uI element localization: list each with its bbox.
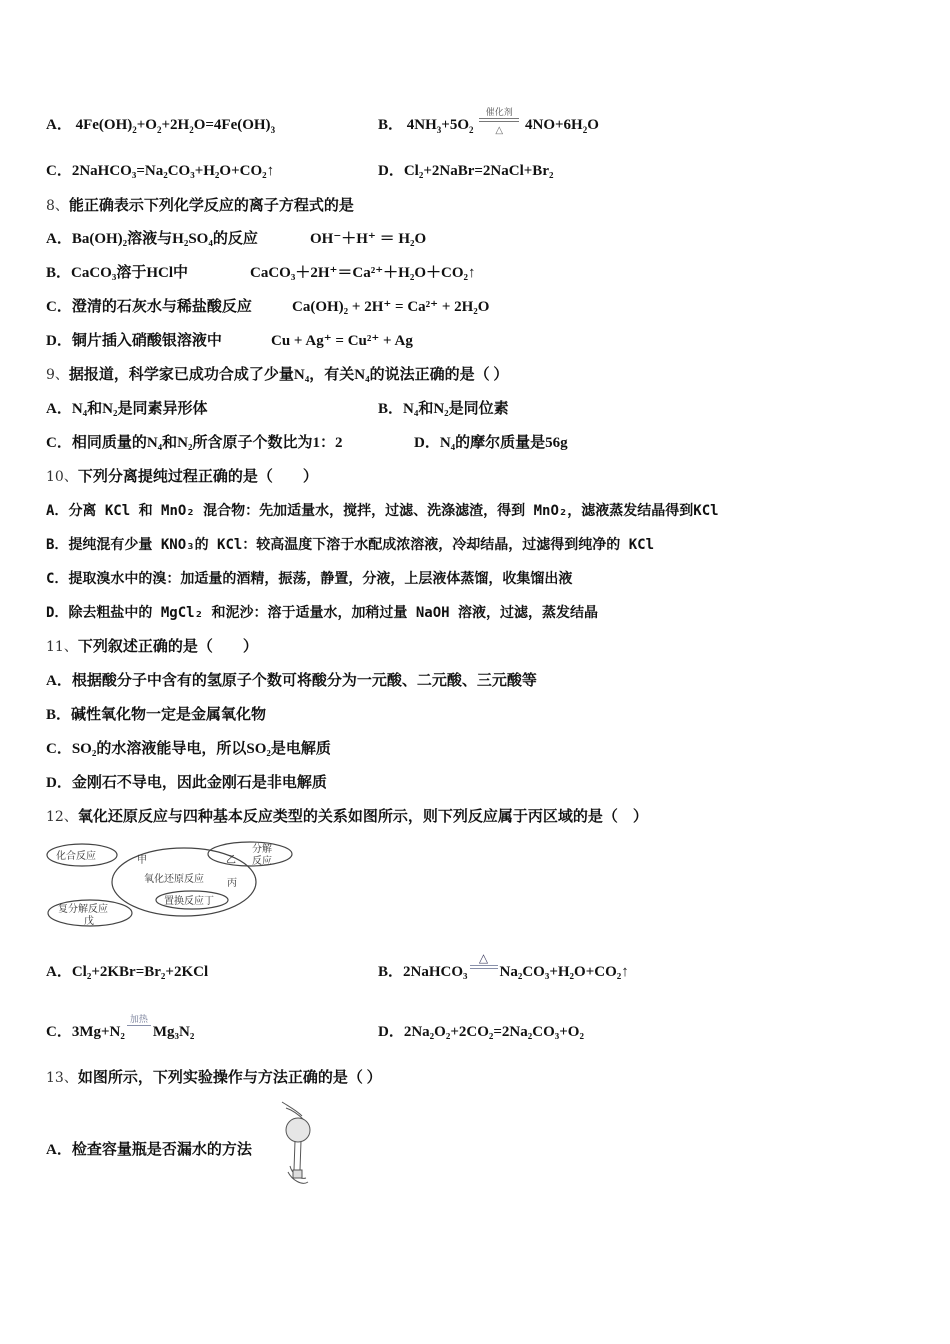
equation: 2NaHCO₃=Na₂CO₃+H₂O+CO₂↑ [71,163,275,179]
reaction-condition [125,1015,153,1042]
option-label: A． [46,117,72,133]
q7-option-d [378,161,553,181]
q8-stem [46,196,354,216]
option-equation: CaCO₃＋2H⁺＝Ca²⁺＋H₂O＋CO₂↑ [250,265,476,281]
question-text: 能正确表示下列化学反应的离子方程式的是 [68,198,354,214]
option-label: D． [46,605,69,621]
catalyst-label: 催化剂 [485,108,513,118]
option-label: B． [46,707,72,723]
option-label: B． [378,117,404,133]
q7-option-b [378,108,599,136]
question-number: 9、 [46,367,69,383]
option-text: 根据酸分子中含有的氢原子个数可将酸分为一元酸、二元酸、三元酸等 [71,673,537,689]
option-desc: 澄清的石灰水与稀盐酸反应 [71,299,252,315]
option-text: 分离 KCl 和 MnO₂ 混合物：先加适量水，搅拌，过滤、洗涤滤渣，得到 MnO₂，滤液蒸发结晶得到KCl [68,503,719,519]
option-label: C． [46,1024,72,1040]
option-text: 相同质量的N₄和N₂所含原子个数比为1：2 [71,435,343,451]
option-label: C． [46,299,72,315]
q12-stem [46,807,648,827]
question-number: 13、 [46,1070,78,1086]
q7-option-c [46,161,274,181]
option-label: B． [378,964,404,980]
combination-label: 化合反应 [56,851,96,862]
equation: $4Fe(OH)_2+O_2+2H_2O=4Fe(OH)_3$ [75,117,276,135]
option-equation: Ca(OH)₂ + 2H⁺ = Ca²⁺ + 2H₂O [292,299,490,315]
option-label: B． [46,537,69,553]
option-equation: Cu + Ag⁺ = Cu²⁺ + Ag [271,333,413,349]
option-label: A． [46,401,72,417]
option-text: N₄和N₂是同素异形体 [71,401,208,417]
q8-option-c [46,297,490,317]
reaction-condition [477,108,521,136]
option-text: SO₂的水溶液能导电，所以SO₂是电解质 [71,741,331,757]
equation-right: Mg₃N₂ [152,1024,195,1040]
option-label: B． [46,265,72,281]
q7-option-a [46,115,275,135]
reaction-condition [468,951,500,982]
bing-label: 丙 [227,878,237,889]
q8-option-b [46,263,476,283]
equation-left: 2NaHCO₃ [403,964,468,980]
q10-option-a [46,501,719,521]
redox-relation-diagram [44,838,300,930]
equation-right: 4NO+6H [524,117,583,133]
q11-stem [46,637,258,657]
subscript: 3 [436,125,442,135]
q12-option-c [46,1015,195,1042]
question-text: 下列分离提纯过程正确的是（ ） [77,469,318,485]
displacement-label: 置换反应丁 [164,896,214,907]
question-number: 12、 [46,809,78,825]
q9-option-d [414,433,568,453]
option-text: 碱性氧化物一定是金属氧化物 [71,707,267,723]
equation-right: O [587,117,599,133]
decomposition-label-2: 反应 [252,856,272,867]
question-number: 8、 [46,198,69,214]
option-label: A． [46,1142,72,1158]
q9-option-a [46,399,208,419]
equation-right: Na₂CO₃+H₂O+CO₂↑ [499,964,629,980]
heating-label: 加热 [129,1015,148,1025]
q11-option-c [46,739,331,759]
subscript: 2 [468,125,474,135]
question-text: 下列叙述正确的是（ ） [77,639,258,655]
option-label: D． [46,775,72,791]
q8-option-d [46,331,413,351]
redox-label: 氧化还原反应 [144,874,204,885]
option-equation: OH⁻＋H⁺ ＝ H₂O [310,231,427,247]
q13-stem [46,1068,382,1088]
option-desc: 铜片插入硝酸银溶液中 [71,333,222,349]
decomposition-label-1: 分解 [252,844,272,855]
option-label: C． [46,741,72,757]
equation-left: 4NH [406,117,437,133]
question-text: 如图所示，下列实验操作与方法正确的是（ ） [77,1070,382,1086]
heat-triangle-icon: △ [495,125,504,136]
option-text: Cl₂+2KBr=Br₂+2KCl [71,964,209,980]
q10-option-b [46,535,654,555]
option-text: 金刚石不导电，因此金刚石是非电解质 [71,775,327,791]
jia-label: 甲 [137,855,147,866]
equation-left: +5O [441,117,469,133]
equation: Cl₂+2NaBr=2NaCl+Br₂ [403,163,554,179]
q10-option-c [46,569,572,589]
heat-triangle-icon: △ [478,951,489,965]
option-label: A． [46,503,69,519]
volumetric-flask-inverted-image [276,1100,316,1188]
option-label: C． [46,163,72,179]
option-label: A． [46,673,72,689]
option-label: A． [46,964,72,980]
q11-option-b [46,705,266,725]
option-text: N₄的摩尔质量是56g [439,435,568,451]
option-label: B． [378,401,404,417]
option-label: C． [46,435,72,451]
option-text: 2Na₂O₂+2CO₂=2Na₂CO₃+O₂ [403,1024,584,1040]
q11-option-a [46,671,537,691]
q13-option-a [46,1140,252,1160]
option-label: D． [414,435,440,451]
question-number: 11、 [46,639,78,655]
option-label: D． [46,333,72,349]
q11-option-d [46,773,327,793]
option-desc: Ba(OH)₂溶液与H₂SO₄的反应 [71,231,258,247]
q9-option-c [46,433,343,453]
q10-stem [46,467,318,487]
option-text: 提纯混有少量 KNO₃的 KCl：较高温度下溶于水配成浓溶液，冷却结晶，过滤得到纯净的 KCl [68,537,655,553]
double-decomposition-label: 复分解反应 [58,904,108,915]
option-label: D． [378,163,404,179]
yi-label: 乙 [226,855,236,866]
option-text: 除去粗盐中的 MgCl₂ 和泥沙：溶于适量水，加稍过量 NaOH 溶液，过滤，蒸发结晶 [68,605,599,621]
option-text: 提取溴水中的溴：加适量的酒精，振荡，静置，分液，上层液体蒸馏，收集馏出液 [68,571,573,587]
option-label: A． [46,231,72,247]
question-text: 据报道，科学家已成功合成了少量N₄，有关N₄的说法正确的是（ ） [68,367,509,383]
question-text: 氧化还原反应与四种基本反应类型的关系如图所示，则下列反应属于丙区域的是（ ） [77,809,648,825]
option-text: N₄和N₂是同位素 [403,401,509,417]
subscript: 2 [582,125,588,135]
q9-option-b [378,399,509,419]
q12-option-a [46,962,208,982]
option-text: 检查容量瓶是否漏水的方法 [71,1142,252,1158]
q9-stem [46,365,508,385]
question-number: 10、 [46,469,78,485]
q10-option-d [46,603,598,623]
equation-left: 3Mg+N₂ [71,1024,125,1040]
q12-option-d [378,1022,584,1042]
option-desc: CaCO₃溶于HCl中 [71,265,189,281]
wu-label: 戊 [84,916,94,927]
option-label: C． [46,571,69,587]
q8-option-a [46,229,427,249]
q12-option-b [378,951,629,982]
option-label: D． [378,1024,404,1040]
